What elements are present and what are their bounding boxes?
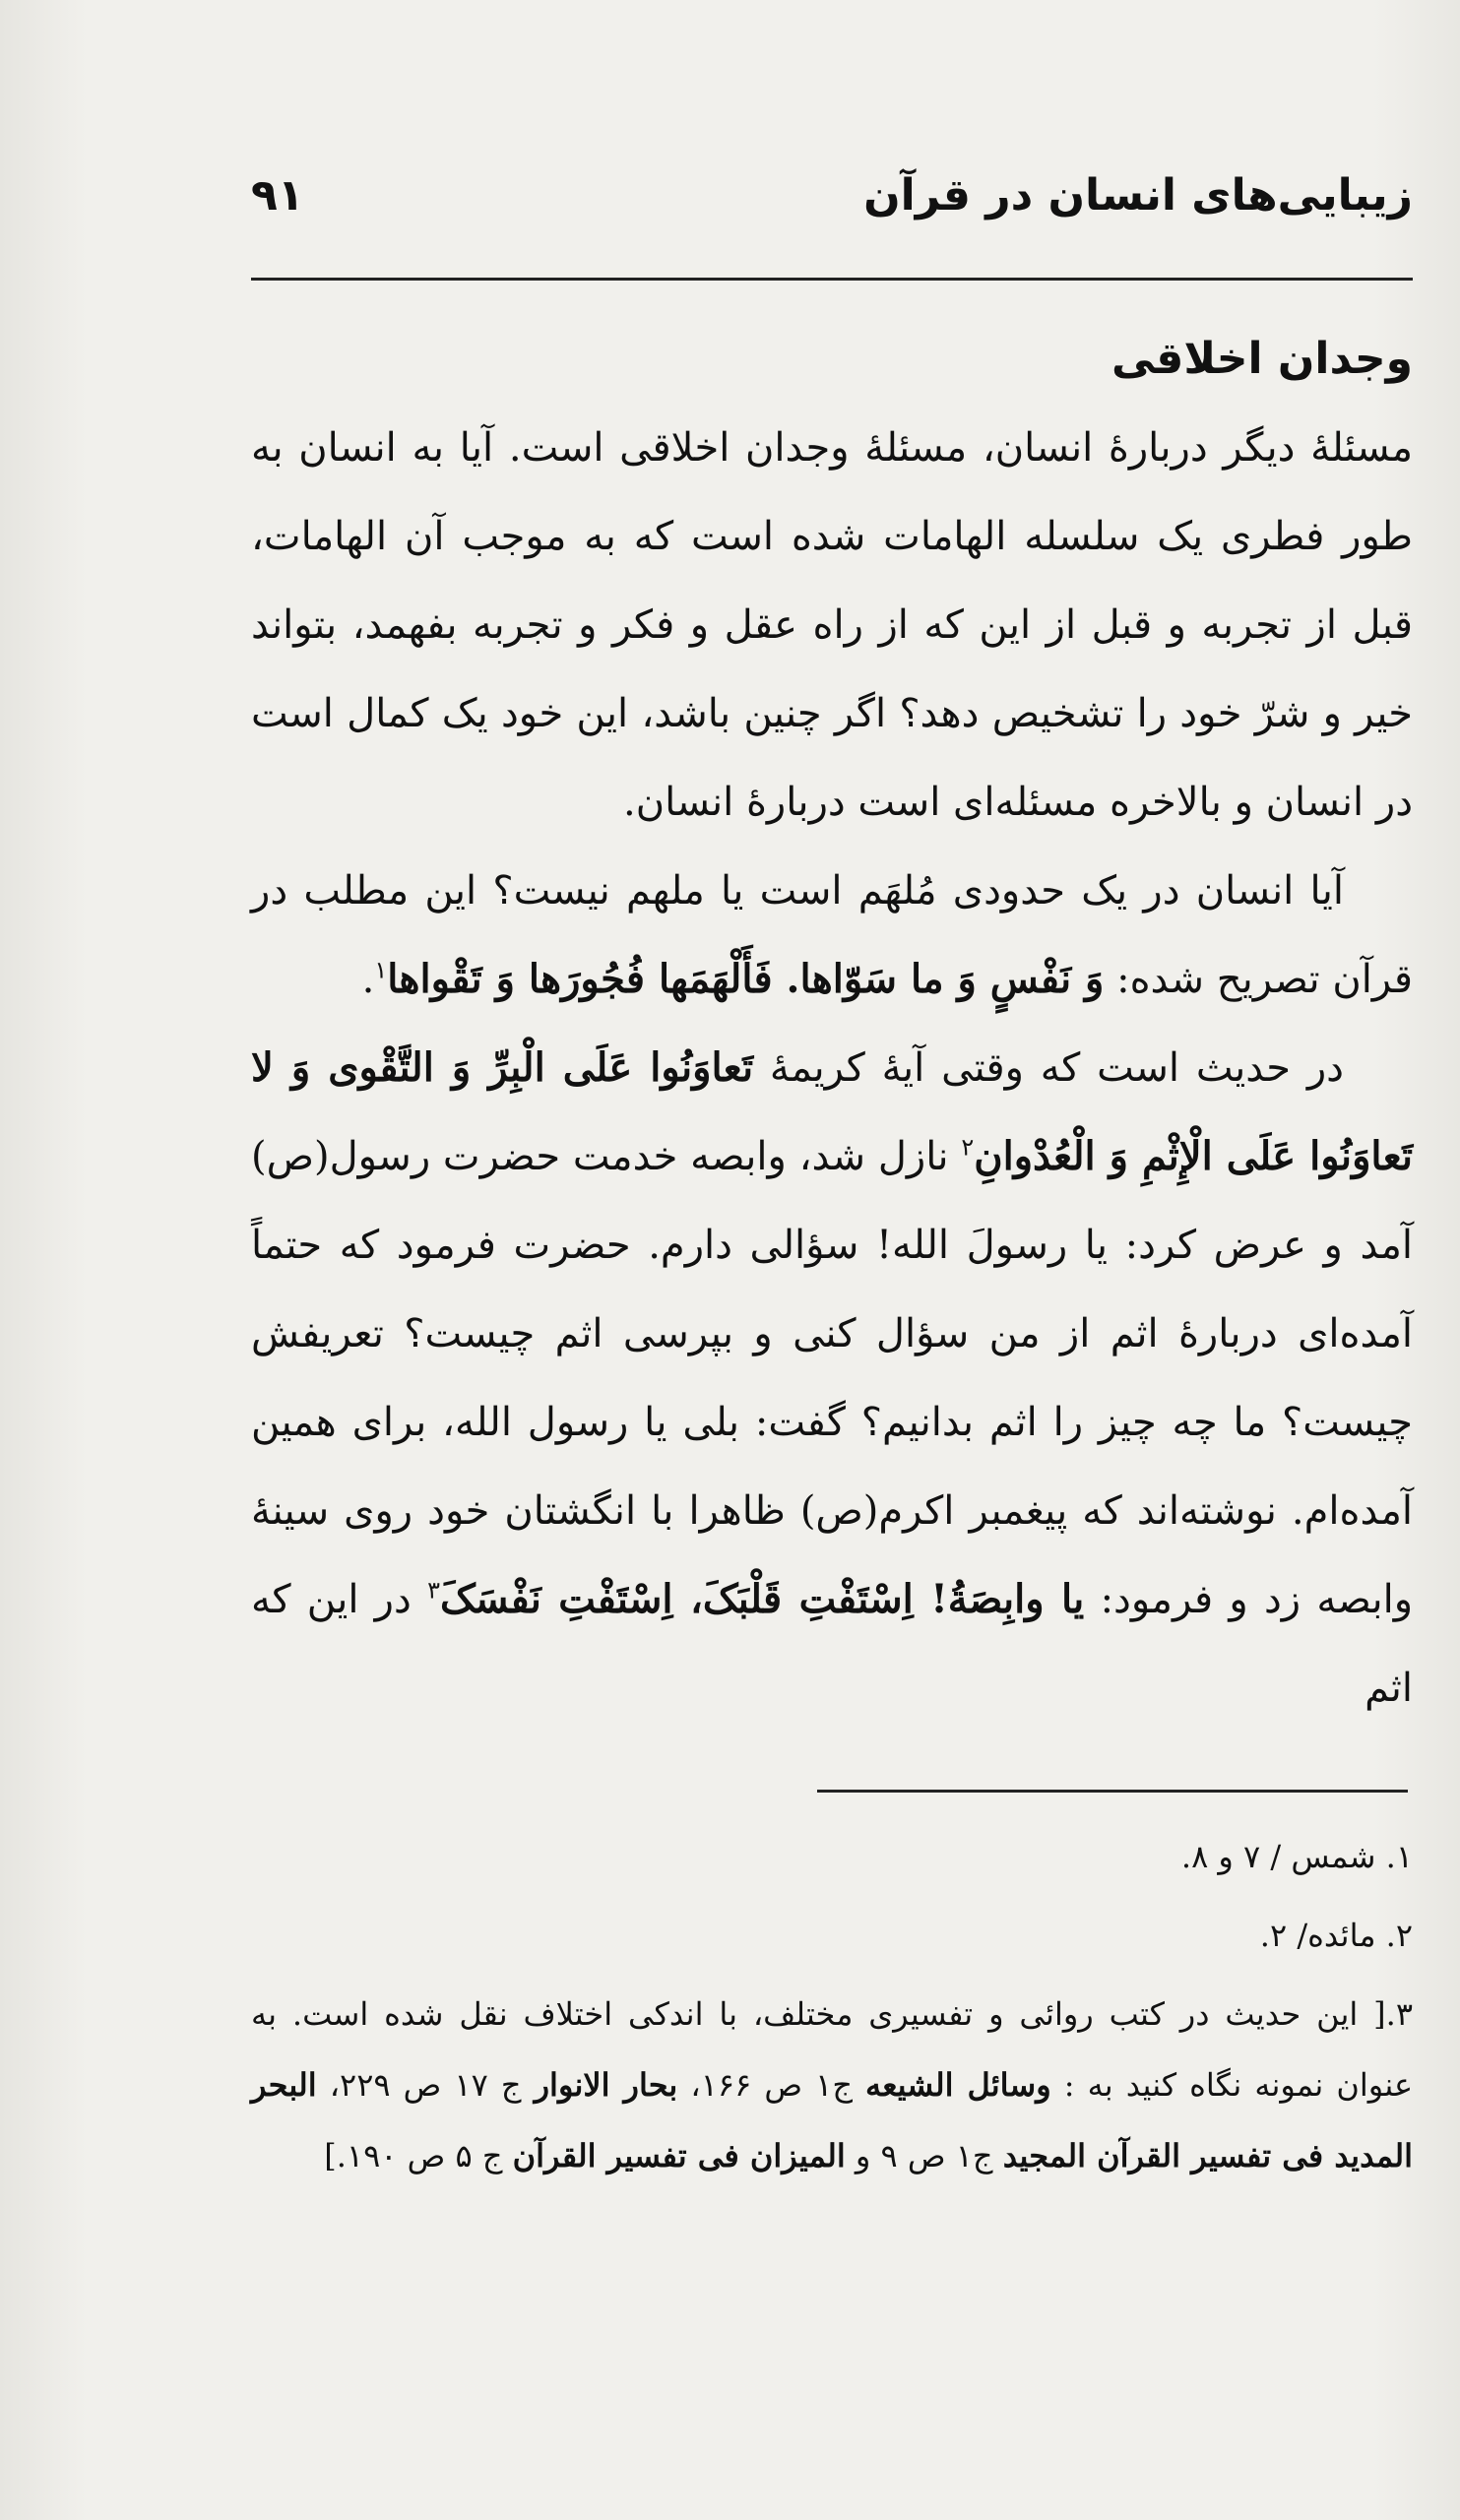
footnote-2: ۲. مائده/ ۲.: [1259, 1917, 1413, 1954]
main-text: [251, 315, 1413, 1732]
quran-verse-maidah: تَعاوَنُوا عَلَی الْبِرِّ وَ التَّقْوی وَ لا تَعاوَنُوا عَلَی الْإِثْمِ وَ الْعُدْوانِ: [251, 1044, 1414, 1179]
footnotes: [251, 1821, 1413, 2199]
source-wasail: وسائل الشیعه: [865, 2066, 1051, 2104]
paragraph-1: مسئلهٔ دیگر دربارهٔ انسان، مسئلهٔ وجدان اخلاقی است. آیا به انسان به طور فطری یک سلسله الهامات شده است که به موجب آن الهامات، قبل از تجربه و قبل از این که از راه عقل و فکر و تجربه بفهمد، بتواند خیر و شرّ خود را تشخیص دهد؟ اگر چنین باشد، این خود یک کمال است در انسان و بالاخره مسئله‌ای است دربارهٔ انسان.: [251, 425, 1413, 825]
source-bahr: البحر المدید فی تفسیر القرآن المجید: [251, 2066, 1413, 2174]
paragraph-2: [251, 847, 1413, 1024]
footnote-ref-1: ۱: [374, 956, 388, 984]
footnote-3-ref-a: ج۱ ص ۱۶۶،: [690, 2066, 853, 2104]
source-bihar: بحار الانوار: [534, 2066, 678, 2104]
paragraph-3-text-b: نازل شد، وابصه خدمت حضرت رسول(ص) آمد و عرض کرد: یا رسولَ الله! سؤالی دارم. حضرت فرمود که حتماً آمده‌ای دربارهٔ اثم از من سؤال کنی و بپرسی اثم چیست؟ تعریفش چیست؟ ما چه چیز را اثم بدانیم؟ گفت: بلی یا رسول الله، برای همین آمده‌ام. نوشته‌اند که پیغمبر اکرم(ص) ظاهرا با انگشتان خود روی سینهٔ وابصه زد و فرمود:: [251, 1134, 1414, 1622]
footnote-3: [251, 1979, 1413, 2191]
quran-verse-shams: وَ نَفْسٍ وَ ما سَوّاها. فَأَلْهَمَها فُجُورَها وَ تَقْواها: [387, 956, 1105, 1002]
footnote-3-ref-d: ج ۵ ص ۱۹۰.]: [324, 2137, 503, 2174]
section-title: وجدان اخلاقی: [1111, 334, 1413, 384]
paragraph-2-text: آیا انسان در یک حدودی مُلهَم است یا ملهم نیست؟ این مطلب در قرآن تصریح شده:: [251, 868, 1413, 1002]
footnote-ref-3: ۳: [427, 1576, 440, 1605]
page-number: ۹۱: [251, 170, 304, 220]
footnote-1: ۱. شمس / ۷ و ۸.: [1180, 1838, 1413, 1875]
footnote-3-intro: ۳.[ این حدیث در کتب روائی و تفسیری مختلف، با اندکی اختلاف نقل شده است. به عنوان نمونه نگاه کنید به :: [251, 1995, 1414, 2104]
paragraph-3-text-a: در حدیث است که وقتی آیهٔ کریمهٔ: [769, 1045, 1344, 1091]
footnote-3-ref-c: ج۱ ص ۹ و: [855, 2137, 993, 2174]
running-header: [251, 162, 1413, 271]
footnote-3-ref-b: ج ۱۷ ص ۲۲۹،: [329, 2066, 522, 2104]
paragraph-3: [251, 1024, 1413, 1732]
footnote-divider: [817, 1790, 1408, 1793]
header-divider: [251, 278, 1413, 281]
source-mizan: المیزان فی تفسیر القرآن: [512, 2137, 846, 2174]
paragraph-2-end: .: [361, 957, 375, 1002]
hadith-quote: یا وابِصَةُ! اِسْتَفْتِ قَلْبَکَ، اِسْتَفْتِ نَفْسَکَ: [439, 1576, 1085, 1622]
book-title: زیبایی‌های انسان در قرآن: [863, 170, 1413, 220]
paragraph-3-text-c: در این که اثم: [251, 1577, 1413, 1711]
footnote-ref-2: ۲: [961, 1133, 975, 1162]
